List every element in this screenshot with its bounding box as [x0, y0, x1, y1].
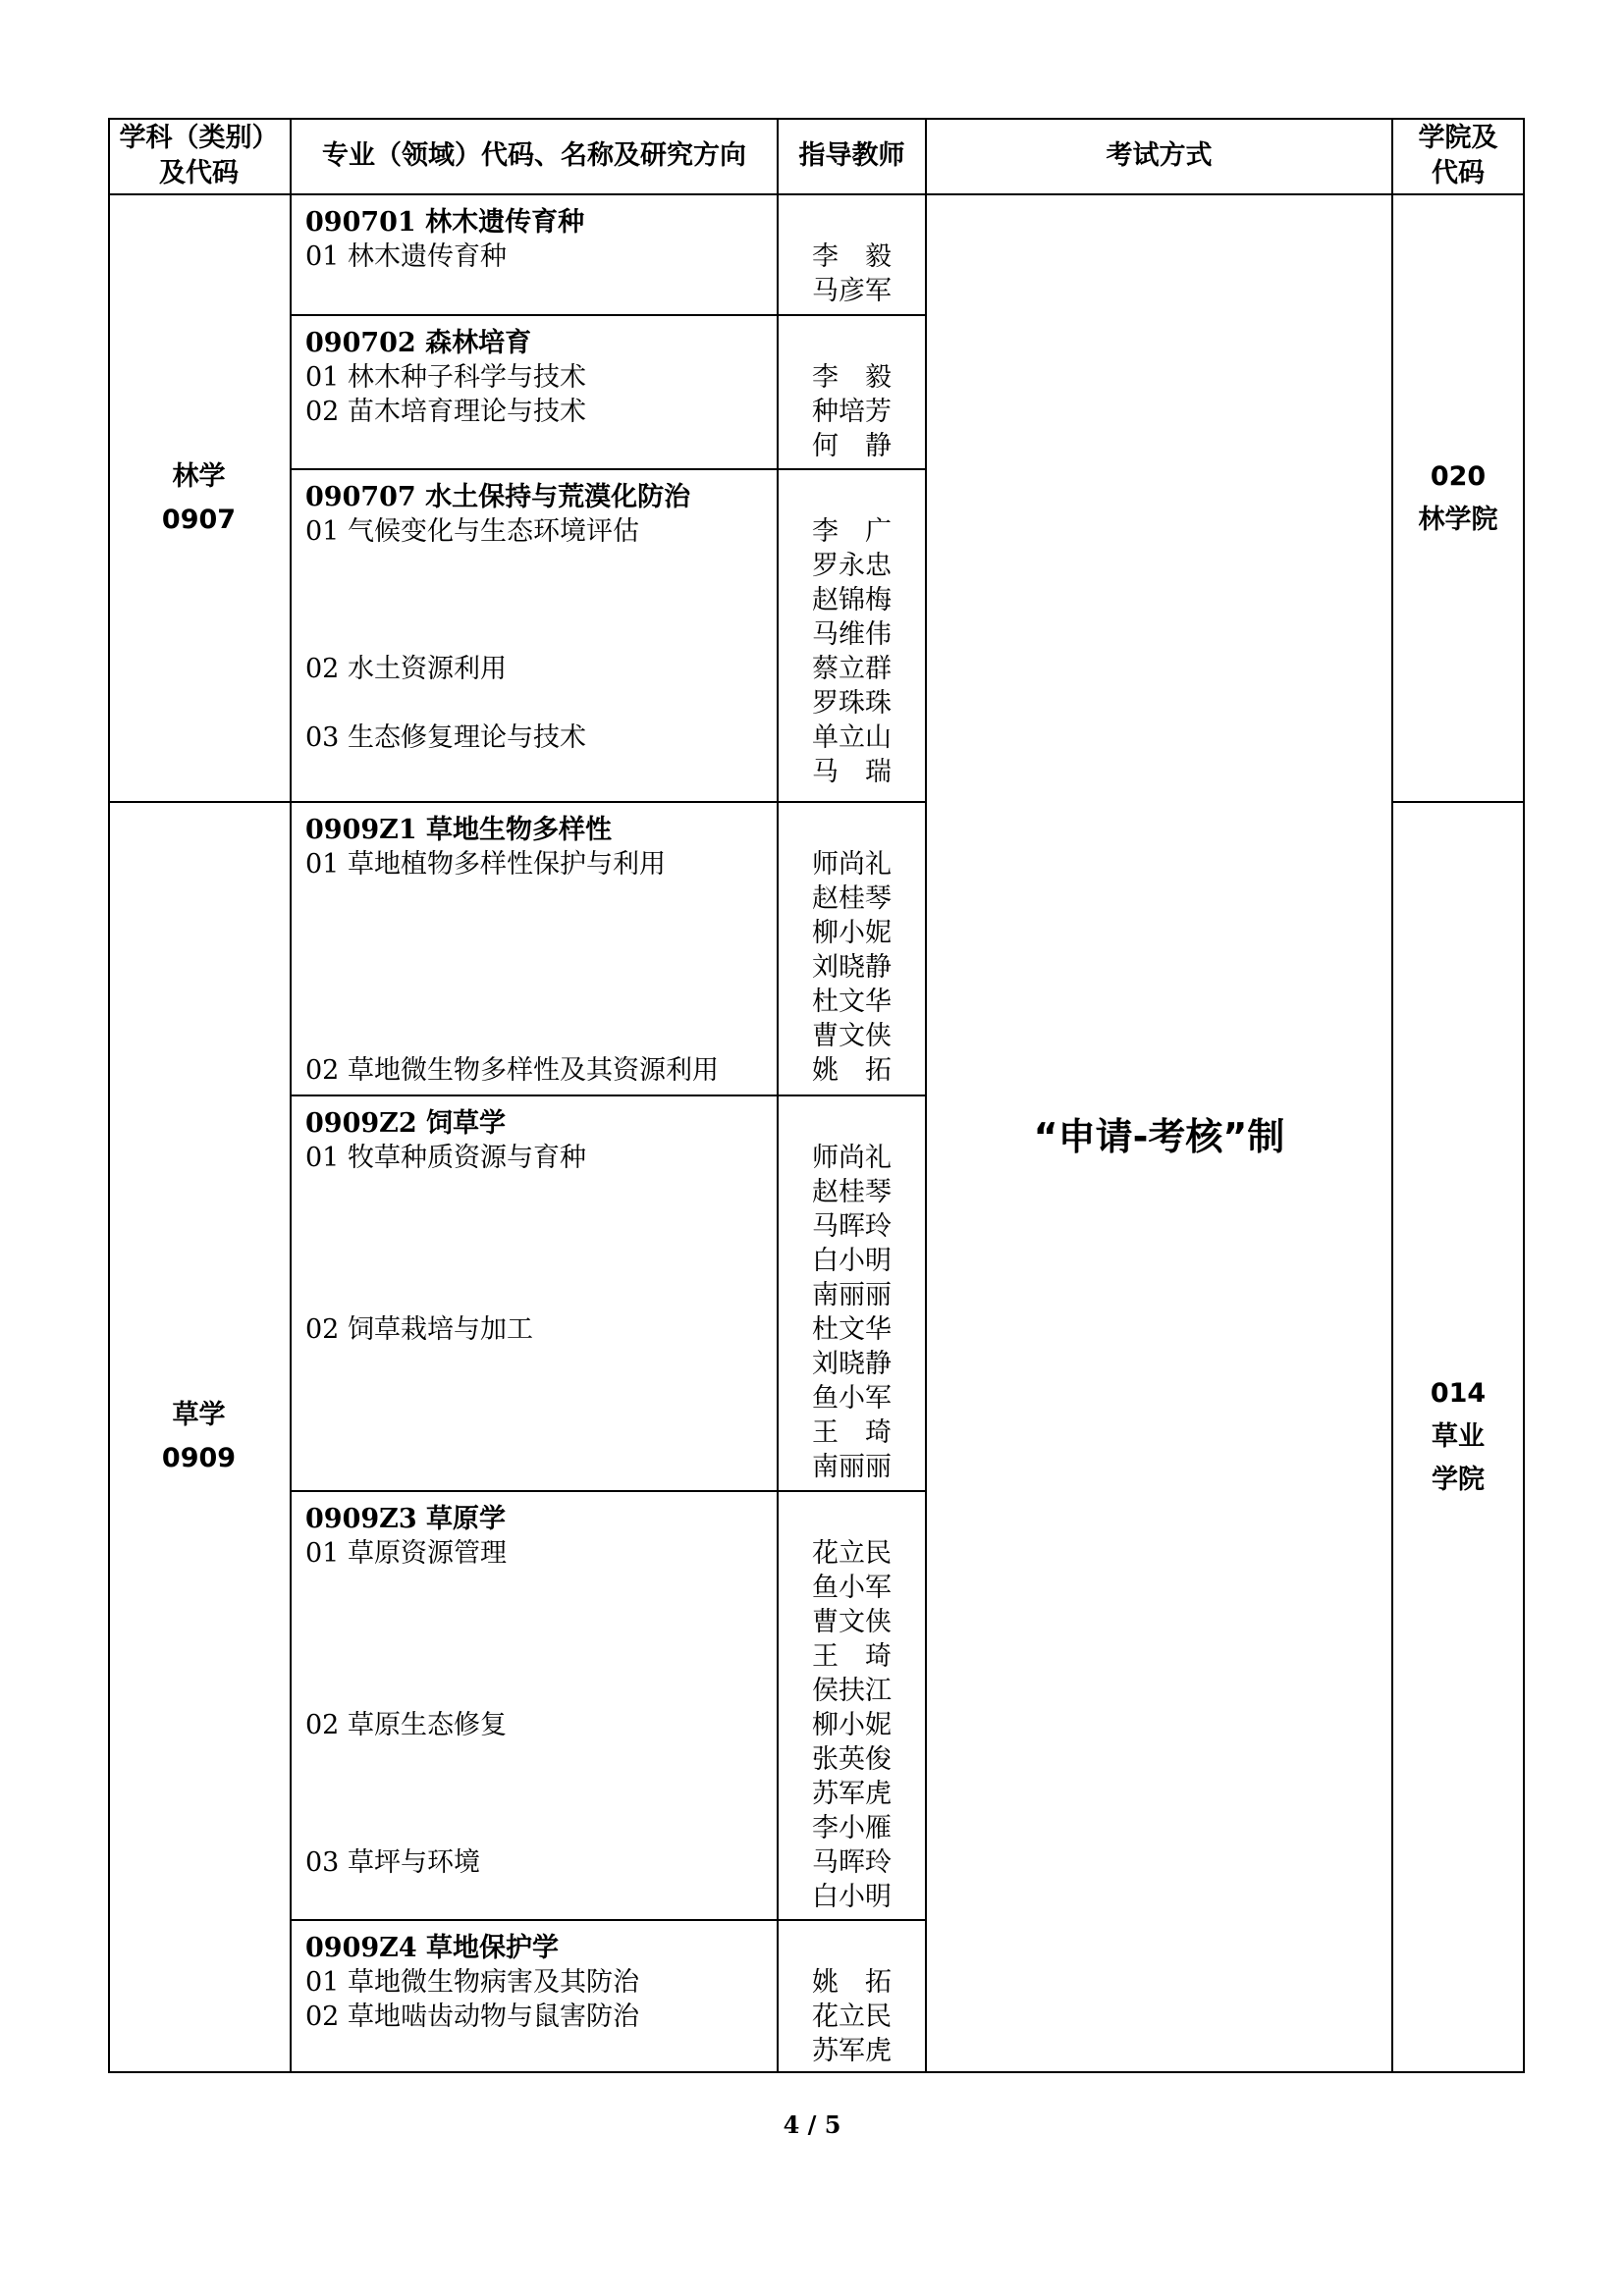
teacher-cell — [779, 1492, 927, 1921]
teacher-name: 李 毅 — [812, 362, 892, 393]
teacher-cell — [779, 803, 927, 1096]
research-direction: 01 草地微生物病害及其防治 — [305, 1967, 639, 1998]
program-cell — [292, 1921, 779, 2073]
header-college-line1: 学院及 — [1418, 122, 1498, 153]
teacher-name: 柳小妮 — [812, 918, 892, 948]
college-name-line2: 学院 — [1432, 1465, 1485, 1495]
teacher-name: 侯扶江 — [812, 1676, 892, 1706]
header-discipline-line1: 学科（类别） — [119, 122, 279, 153]
teacher-name: 张英俊 — [812, 1744, 892, 1775]
teacher-name: 何 静 — [812, 431, 892, 461]
research-direction: 02 饲草栽培与加工 — [305, 1314, 533, 1345]
teacher-name: 刘晓静 — [812, 1349, 892, 1379]
teacher-name: 姚 拓 — [812, 1967, 892, 1998]
page-number: 4 / 5 — [783, 2110, 841, 2139]
program-title: 0909Z3 草原学 — [305, 1504, 507, 1534]
program-title: 090702 森林培育 — [305, 328, 532, 358]
teacher-name: 罗珠珠 — [812, 688, 892, 719]
teacher-name: 白小明 — [812, 1246, 892, 1276]
teacher-cell — [779, 316, 927, 470]
teacher-name: 鱼小军 — [812, 1573, 892, 1603]
teacher-name: 蔡立群 — [812, 654, 892, 684]
teacher-name: 柳小妮 — [812, 1710, 892, 1740]
header-program — [292, 118, 779, 195]
research-direction: 03 生态修复理论与技术 — [305, 722, 586, 753]
research-direction: 01 林木种子科学与技术 — [305, 362, 586, 393]
program-cell — [292, 195, 779, 316]
research-direction: 01 草地植物多样性保护与利用 — [305, 849, 666, 880]
college-code: 014 — [1430, 1378, 1487, 1409]
research-direction: 02 水土资源利用 — [305, 654, 507, 684]
program-cell — [292, 1492, 779, 1921]
college-name: 林学院 — [1418, 504, 1498, 535]
teacher-name: 李 广 — [812, 516, 892, 547]
teacher-name: 马晖玲 — [812, 1847, 892, 1878]
teacher-name: 师尚礼 — [812, 849, 892, 880]
teacher-name: 马晖玲 — [812, 1211, 892, 1242]
header-discipline — [108, 118, 292, 195]
program-title: 0909Z4 草地保护学 — [305, 1933, 560, 1963]
teacher-name: 赵锦梅 — [812, 585, 892, 615]
discipline-code: 0909 — [161, 1443, 237, 1473]
exam-method-cell — [927, 195, 1393, 2073]
program-title: 0909Z1 草地生物多样性 — [305, 815, 613, 845]
teacher-name: 罗永忠 — [812, 551, 892, 581]
research-direction: 01 林木遗传育种 — [305, 241, 507, 272]
teacher-name: 马维伟 — [812, 619, 892, 650]
header-teacher-label: 指导教师 — [798, 139, 905, 171]
college-code: 020 — [1430, 460, 1487, 492]
teacher-name: 李小雁 — [812, 1813, 892, 1843]
teacher-name: 王 琦 — [812, 1417, 892, 1448]
program-cell — [292, 316, 779, 470]
teacher-name: 杜文华 — [812, 987, 892, 1017]
teacher-name: 花立民 — [812, 2002, 892, 2032]
header-teacher — [779, 118, 927, 195]
research-direction: 01 气候变化与生态环境评估 — [305, 516, 639, 547]
teacher-name: 花立民 — [812, 1538, 892, 1569]
teacher-name: 马 瑞 — [812, 757, 892, 787]
research-direction: 02 草原生态修复 — [305, 1710, 507, 1740]
exam-method: “申请-考核”制 — [1033, 1115, 1285, 1158]
admissions-table — [108, 118, 1525, 2073]
teacher-name: 赵桂琴 — [812, 1177, 892, 1207]
header-discipline-line2: 及代码 — [159, 157, 239, 188]
teacher-name: 白小明 — [812, 1882, 892, 1912]
teacher-name: 刘晓静 — [812, 952, 892, 983]
program-cell — [292, 470, 779, 803]
teacher-name: 鱼小军 — [812, 1383, 892, 1414]
teacher-name: 王 琦 — [812, 1641, 892, 1672]
discipline-grassland — [108, 803, 292, 2073]
teacher-name: 姚 拓 — [812, 1055, 892, 1086]
teacher-name: 杜文华 — [812, 1314, 892, 1345]
header-exam-label: 考试方式 — [1106, 139, 1213, 171]
research-direction: 01 牧草种质资源与育种 — [305, 1143, 586, 1173]
program-title: 090707 水土保持与荒漠化防治 — [305, 482, 691, 512]
teacher-name: 师尚礼 — [812, 1143, 892, 1173]
teacher-name: 苏军虎 — [812, 2036, 892, 2066]
teacher-cell — [779, 1921, 927, 2073]
teacher-name: 李 毅 — [812, 241, 892, 272]
teacher-name: 南丽丽 — [812, 1280, 892, 1310]
program-cell — [292, 803, 779, 1096]
header-college — [1393, 118, 1525, 195]
teacher-cell — [779, 470, 927, 803]
header-college-line2: 代码 — [1432, 157, 1485, 188]
research-direction: 01 草原资源管理 — [305, 1538, 507, 1569]
discipline-name: 林学 — [172, 460, 226, 492]
teacher-name: 曹文侠 — [812, 1021, 892, 1051]
program-cell — [292, 1096, 779, 1492]
discipline-forestry — [108, 195, 292, 803]
research-direction: 03 草坪与环境 — [305, 1847, 480, 1878]
teacher-cell — [779, 195, 927, 316]
teacher-name: 单立山 — [812, 722, 892, 753]
discipline-code: 0907 — [161, 504, 237, 535]
research-direction: 02 草地啮齿动物与鼠害防治 — [305, 2002, 639, 2032]
program-title: 0909Z2 饲草学 — [305, 1108, 507, 1139]
teacher-name: 马彦军 — [812, 276, 892, 306]
teacher-name: 赵桂琴 — [812, 883, 892, 914]
header-exam — [927, 118, 1393, 195]
admissions-table-page — [108, 118, 1525, 2073]
program-title: 090701 林木遗传育种 — [305, 207, 585, 238]
teacher-name: 曹文侠 — [812, 1607, 892, 1637]
teacher-name: 南丽丽 — [812, 1452, 892, 1482]
header-program-label: 专业（领域）代码、名称及研究方向 — [322, 139, 746, 171]
college-forestry — [1393, 195, 1525, 803]
college-name-line1: 草业 — [1432, 1421, 1485, 1452]
research-direction: 02 苗木培育理论与技术 — [305, 397, 586, 427]
research-direction: 02 草地微生物多样性及其资源利用 — [305, 1055, 719, 1086]
teacher-cell — [779, 1096, 927, 1492]
discipline-name: 草学 — [172, 1400, 226, 1430]
college-grassland — [1393, 803, 1525, 2073]
teacher-name: 苏军虎 — [812, 1779, 892, 1809]
teacher-name: 种培芳 — [812, 397, 892, 427]
